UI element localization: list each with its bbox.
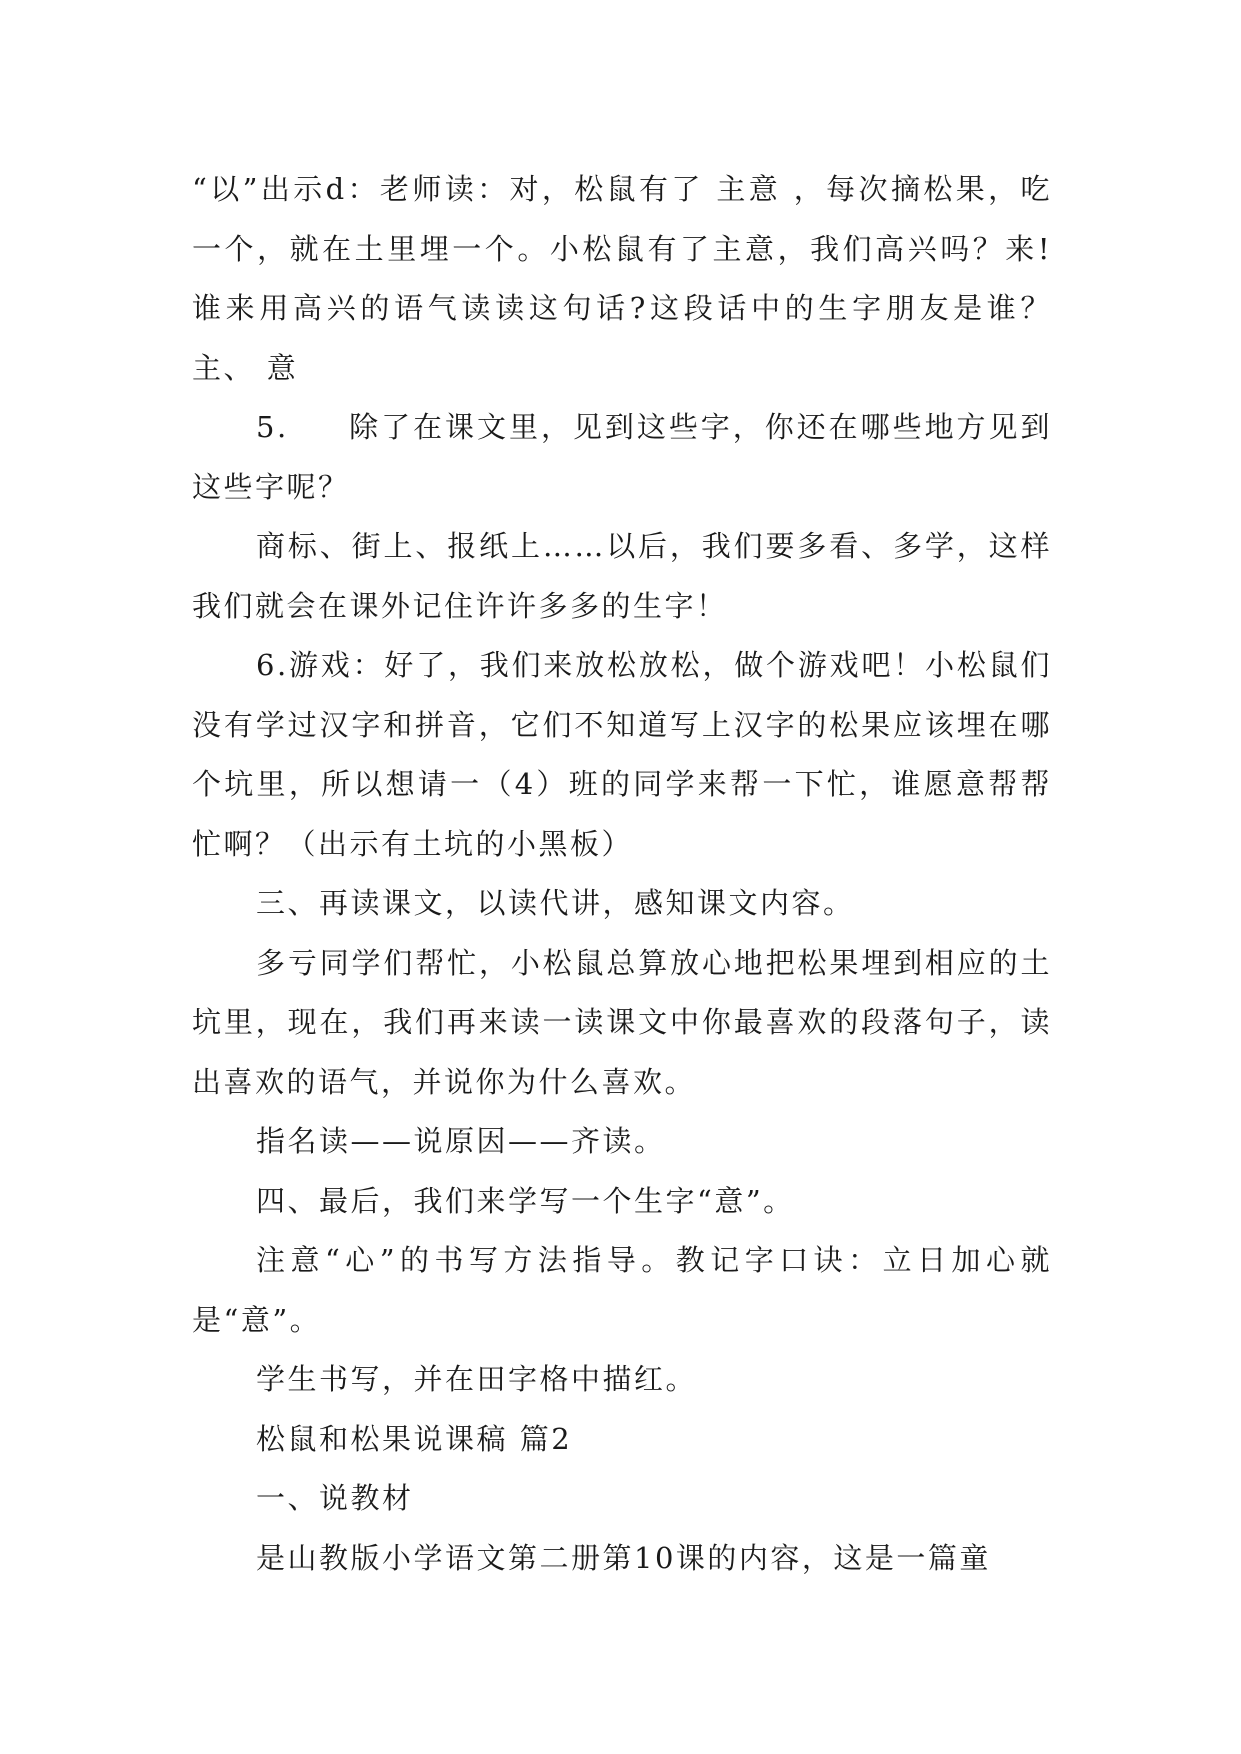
- paragraph-6: 多亏同学们帮忙，小松鼠总算放心地把松果埋到相应的土坑里，现在，我们再来读一读课文中你最喜欢的段落句子，读出喜欢的语气，并说你为什么喜欢。: [192, 945, 1052, 1099]
- paragraph-2: [192, 398, 1052, 517]
- paragraph-4: 6.游戏：好了，我们来放松放松，做个游戏吧！小松鼠们没有学过汉字和拼音，它们不知道写上汉字的松果应该埋在哪个坑里，所以想请一（4）班的同学来帮一下忙，谁愿意帮帮忙啊？（出示有土坑的小黑板）: [192, 648, 1052, 861]
- section-heading-3: 三、再读课文，以读代讲，感知课文内容。: [256, 886, 855, 920]
- paragraph-7: 指名读——说原因——齐读。: [256, 1124, 666, 1158]
- document-page: [192, 160, 1052, 1588]
- section-heading-1: 一、说教材: [256, 1481, 414, 1515]
- list-number: 5.: [256, 410, 289, 444]
- article-title: 松鼠和松果说课稿 篇2: [256, 1421, 573, 1456]
- paragraph-9: 注意“心”的书写方法指导。教记字口诀：立日加心就是“意”。: [192, 1243, 1052, 1337]
- paragraph-3: 商标、街上、报纸上……以后，我们要多看、多学，这样我们就会在课外记住许许多多的生字！: [192, 529, 1052, 623]
- paragraph-10: 学生书写，并在田字格中描红。: [256, 1362, 698, 1396]
- paragraph-13: 是山教版小学语文第二册第10课的内容，这是一篇童: [256, 1540, 991, 1575]
- paragraph-2-text: 除了在课文里，见到这些字，你还在哪些地方见到这些字呢？: [192, 410, 1052, 504]
- paragraph-1: “以”出示d：老师读：对，松鼠有了 主意 ，每次摘松果，吃一个，就在土里埋一个。小松鼠有了主意，我们高兴吗？来!谁来用高兴的语气读读这句话?这段话中的生字朋友是谁？主、 意: [192, 172, 1052, 385]
- section-heading-4: 四、最后，我们来学写一个生字“意”。: [256, 1183, 795, 1218]
